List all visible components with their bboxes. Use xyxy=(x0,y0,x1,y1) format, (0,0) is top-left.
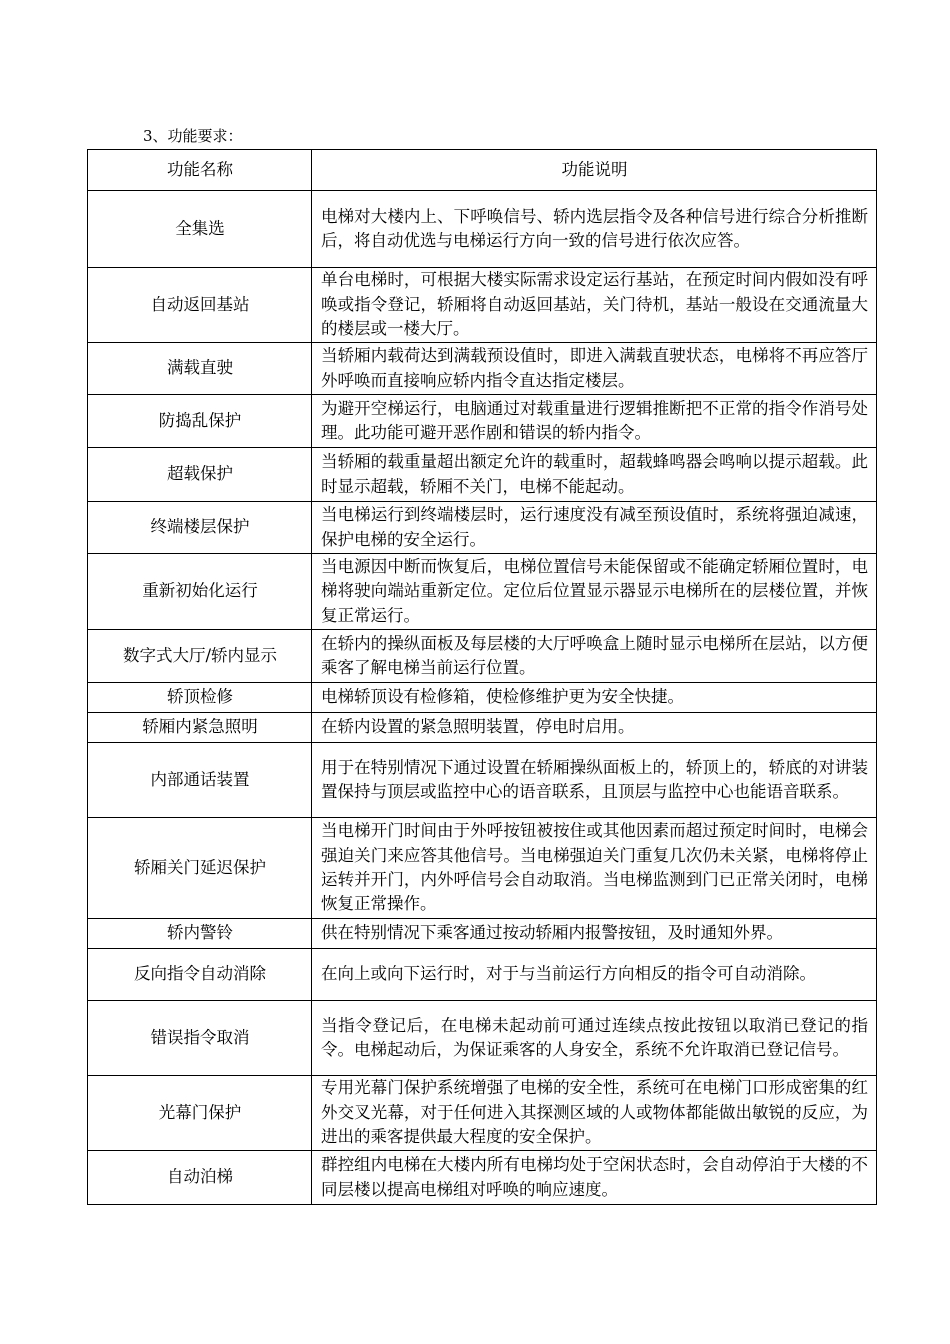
function-name-cell: 轿顶检修 xyxy=(88,683,312,713)
table-row xyxy=(88,554,877,630)
table-row xyxy=(88,919,877,949)
function-description-cell: 在向上或向下运行时，对于与当前运行方向相反的指令可自动消除。 xyxy=(312,949,877,1001)
function-description-cell: 当电梯运行到终端楼层时，运行速度没有减至预设值时，系统将强迫减速，保护电梯的安全运行。 xyxy=(312,502,877,554)
function-description-cell: 电梯轿顶设有检修箱，使检修维护更为安全快捷。 xyxy=(312,683,877,713)
table-row xyxy=(88,191,877,268)
function-name-cell: 满载直驶 xyxy=(88,343,312,395)
table-row xyxy=(88,1001,877,1076)
function-name-cell: 全集选 xyxy=(88,191,312,268)
function-description-cell: 在轿内设置的紧急照明装置，停电时启用。 xyxy=(312,713,877,743)
table-row xyxy=(88,683,877,713)
table-row xyxy=(88,268,877,343)
function-name-cell: 光幕门保护 xyxy=(88,1076,312,1151)
table-row xyxy=(88,818,877,919)
function-name-cell: 内部通话装置 xyxy=(88,743,312,818)
function-description-cell: 单台电梯时，可根据大楼实际需求设定运行基站，在预定时间内假如没有呼唤或指令登记，轿厢将自动返回基站，关门待机，基站一般设在交通流量大的楼层或一楼大厅。 xyxy=(312,268,877,343)
table-row xyxy=(88,343,877,395)
function-description-cell: 为避开空梯运行，电脑通过对载重量进行逻辑推断把不正常的指令作消号处理。此功能可避开恶作剧和错误的轿内指令。 xyxy=(312,395,877,448)
function-name-cell: 轿厢关门延迟保护 xyxy=(88,818,312,919)
function-description-cell: 群控组内电梯在大楼内所有电梯均处于空闲状态时，会自动停泊于大楼的不同层楼以提高电梯组对呼唤的响应速度。 xyxy=(312,1151,877,1205)
function-description-cell: 当电源因中断而恢复后，电梯位置信号未能保留或不能确定轿厢位置时，电梯将驶向端站重新定位。定位后位置显示器显示电梯所在的层楼位置，并恢复正常运行。 xyxy=(312,554,877,630)
function-description-cell: 当轿厢的载重量超出额定允许的载重时，超载蜂鸣器会鸣响以提示超载。此时显示超载，轿厢不关门，电梯不能起动。 xyxy=(312,448,877,502)
function-name-cell: 轿厢内紧急照明 xyxy=(88,713,312,743)
function-description-cell: 当轿厢内载荷达到满载预设值时，即进入满载直驶状态，电梯将不再应答厅外呼唤而直接响应轿内指令直达指定楼层。 xyxy=(312,343,877,395)
table-row xyxy=(88,713,877,743)
function-name-cell: 重新初始化运行 xyxy=(88,554,312,630)
table-row xyxy=(88,630,877,683)
function-name-cell: 超载保护 xyxy=(88,448,312,502)
table-row xyxy=(88,395,877,448)
function-name-cell: 错误指令取消 xyxy=(88,1001,312,1076)
function-description-cell: 供在特别情况下乘客通过按动轿厢内报警按钮，及时通知外界。 xyxy=(312,919,877,949)
function-description-cell: 在轿内的操纵面板及每层楼的大厅呼唤盒上随时显示电梯所在层站，以方便乘客了解电梯当前运行位置。 xyxy=(312,630,877,683)
table-row xyxy=(88,1151,877,1205)
function-name-cell: 反向指令自动消除 xyxy=(88,949,312,1001)
function-description-cell: 专用光幕门保护系统增强了电梯的安全性，系统可在电梯门口形成密集的红外交叉光幕，对于任何进入其探测区域的人或物体都能做出敏锐的反应，为进出的乘客提供最大程度的安全保护。 xyxy=(312,1076,877,1151)
function-name-cell: 终端楼层保护 xyxy=(88,502,312,554)
function-name-cell: 轿内警铃 xyxy=(88,919,312,949)
header-function-name: 功能名称 xyxy=(88,150,312,191)
table-row xyxy=(88,1076,877,1151)
function-name-cell: 自动返回基站 xyxy=(88,268,312,343)
function-name-cell: 防捣乱保护 xyxy=(88,395,312,448)
function-description-cell: 电梯对大楼内上、下呼唤信号、轿内选层指令及各种信号进行综合分析推断后，将自动优选与电梯运行方向一致的信号进行依次应答。 xyxy=(312,191,877,268)
function-name-cell: 自动泊梯 xyxy=(88,1151,312,1205)
table-row xyxy=(88,743,877,818)
function-name-cell: 数字式大厅/轿内显示 xyxy=(88,630,312,683)
table-row xyxy=(88,448,877,502)
section-heading: 3、功能要求： xyxy=(143,127,243,145)
table-header-row xyxy=(88,150,877,191)
table-row xyxy=(88,502,877,554)
table-row xyxy=(88,949,877,1001)
function-description-cell: 当指令登记后，在电梯未起动前可通过连续点按此按钮以取消已登记的指令。电梯起动后，为保证乘客的人身安全，系统不允许取消已登记信号。 xyxy=(312,1001,877,1076)
function-table xyxy=(87,149,877,1205)
function-description-cell: 用于在特别情况下通过设置在轿厢操纵面板上的，轿顶上的，轿底的对讲装置保持与顶层或监控中心的语音联系，且顶层与监控中心也能语音联系。 xyxy=(312,743,877,818)
table-body xyxy=(88,191,877,1205)
function-description-cell: 当电梯开门时间由于外呼按钮被按住或其他因素而超过预定时间时，电梯会强迫关门来应答其他信号。当电梯强迫关门重复几次仍未关紧，电梯将停止运转并开门，内外呼信号会自动取消。当电梯监测到门已正常关闭时，电梯恢复正常操作。 xyxy=(312,818,877,919)
header-function-description: 功能说明 xyxy=(312,150,877,191)
